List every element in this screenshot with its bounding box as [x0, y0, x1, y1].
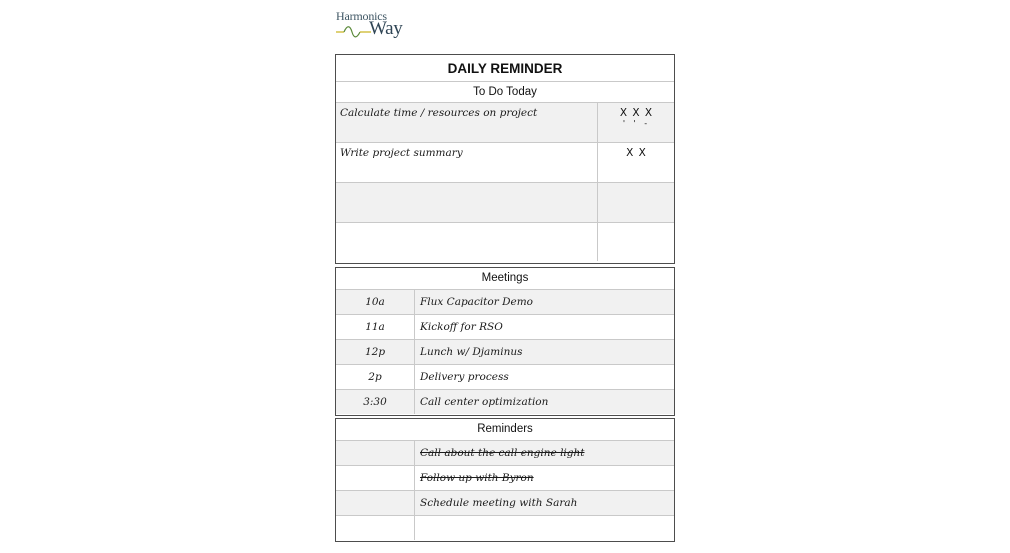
reminder-check-cell[interactable] — [336, 516, 415, 540]
todo-mark-x: X X X — [619, 107, 654, 119]
meeting-time: 11a — [336, 315, 415, 339]
reminders-box — [335, 418, 675, 542]
reminder-check-cell[interactable] — [336, 491, 415, 515]
reminder-text: Schedule meeting with Sarah — [420, 497, 578, 509]
todo-mark-x: X X — [626, 147, 647, 159]
meeting-text: Lunch w/ Djaminus — [420, 346, 523, 358]
todo-mark-ticks: ' ' - — [622, 119, 651, 128]
meetings-box — [335, 267, 675, 416]
todo-row[interactable] — [336, 102, 674, 142]
reminder-text: Follow up with Byron — [420, 472, 534, 484]
todo-today-heading: To Do Today — [336, 81, 674, 102]
meeting-row[interactable] — [336, 289, 674, 314]
meeting-text: Call center optimization — [420, 396, 549, 408]
meetings-heading: Meetings — [481, 272, 529, 284]
reminders-heading: Reminders — [477, 423, 533, 435]
reminder-text: Call about the call engine light — [420, 447, 585, 459]
todo-task: Write project summary — [340, 147, 463, 159]
todo-task: Calculate time / resources on project — [340, 107, 538, 119]
todo-row[interactable] — [336, 222, 674, 261]
daily-reminder-title: DAILY REMINDER — [447, 61, 563, 76]
logo-wave-icon — [336, 24, 372, 38]
todo-row[interactable] — [336, 182, 674, 222]
meeting-time: 12p — [336, 340, 415, 364]
todo-row[interactable] — [336, 142, 674, 182]
reminder-row[interactable] — [336, 490, 674, 515]
meeting-row[interactable] — [336, 389, 674, 414]
todo-mark — [597, 143, 675, 182]
meeting-row[interactable] — [336, 339, 674, 364]
meeting-row[interactable] — [336, 314, 674, 339]
harmonics-way-logo — [336, 9, 426, 41]
logo-line1: Harmonics — [336, 9, 387, 23]
meeting-text: Kickoff for RSO — [420, 321, 503, 333]
reminder-row[interactable] — [336, 440, 674, 465]
reminder-row[interactable] — [336, 515, 674, 540]
logo-line2: Way — [369, 18, 403, 39]
meeting-time: 10a — [336, 290, 415, 314]
todo-mark — [597, 183, 675, 222]
daily-reminder-box — [335, 54, 675, 264]
todo-mark — [597, 223, 675, 261]
reminder-check-cell[interactable] — [336, 466, 415, 490]
reminder-check-cell[interactable] — [336, 441, 415, 465]
meeting-row[interactable] — [336, 364, 674, 389]
meeting-text: Delivery process — [420, 371, 509, 383]
meeting-text: Flux Capacitor Demo — [420, 296, 533, 308]
meeting-time: 3:30 — [336, 390, 415, 414]
meeting-time: 2p — [336, 365, 415, 389]
todo-mark — [597, 103, 675, 142]
reminder-row[interactable] — [336, 465, 674, 490]
